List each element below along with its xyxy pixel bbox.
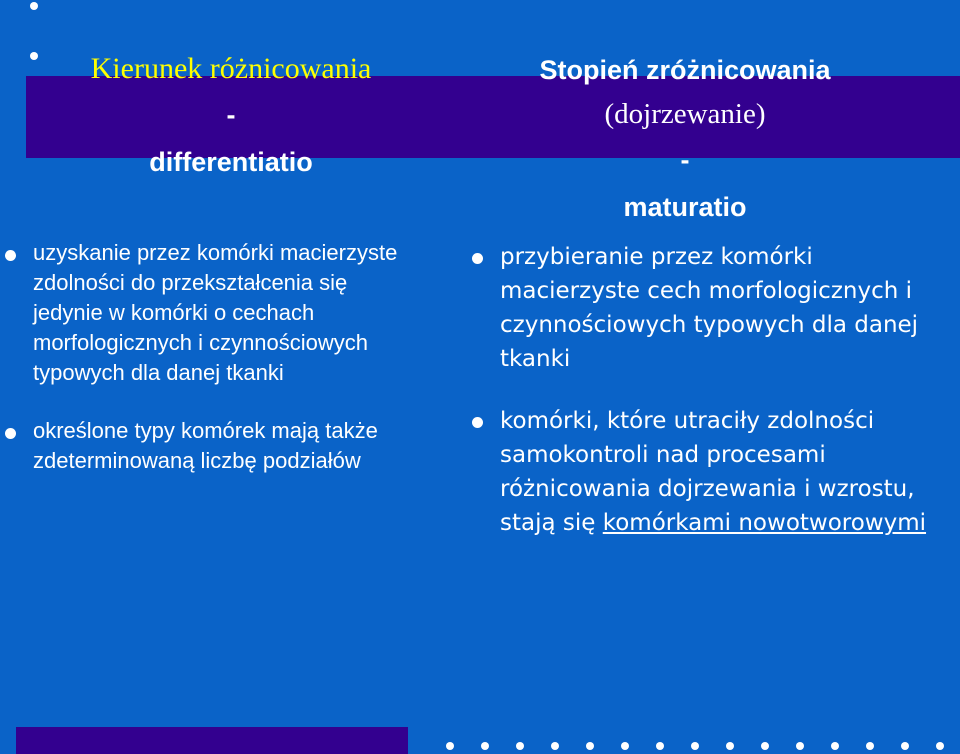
right-title-subtitle: maturatio bbox=[623, 192, 747, 222]
left-bullet-list bbox=[33, 238, 423, 504]
left-title-subtitle: differentiatio bbox=[149, 147, 313, 177]
decor-dot-bottom-4 bbox=[551, 742, 559, 750]
left-column-title bbox=[36, 45, 426, 186]
decor-dot-bottom-14 bbox=[901, 742, 909, 750]
decor-dot-bottom-3 bbox=[516, 742, 524, 750]
decor-dot-bottom-13 bbox=[866, 742, 874, 750]
list-item: uzyskanie przez komórki macierzyste zdolności do przekształcenia się jedynie w komórki o cechach morfologicznych i czynnościowych typowych dla danej tkanki bbox=[33, 238, 423, 388]
decor-dot-bottom-11 bbox=[796, 742, 804, 750]
decor-dot-bottom-7 bbox=[656, 742, 664, 750]
list-item bbox=[500, 404, 940, 540]
list-item-text: komórki, które utraciły zdolności samokontroli nad procesami różnicowania dojrzewania i wzrostu, stają się bbox=[500, 408, 915, 536]
decor-dot-bottom-12 bbox=[831, 742, 839, 750]
decor-dot-bottom-5 bbox=[586, 742, 594, 750]
right-bullet-list bbox=[500, 240, 940, 568]
left-title-dash: - bbox=[226, 100, 236, 130]
decor-dot-bottom-1 bbox=[446, 742, 454, 750]
list-item: określone typy komórek mają także zdeterminowaną liczbę podziałów bbox=[33, 416, 423, 476]
decor-dot-bottom-10 bbox=[761, 742, 769, 750]
decor-dot-bottom-8 bbox=[691, 742, 699, 750]
decor-dot-bottom-2 bbox=[481, 742, 489, 750]
decor-dot-bottom-6 bbox=[621, 742, 629, 750]
right-title-line1: Stopień zróżnicowania bbox=[539, 55, 831, 85]
left-title-main: Kierunek różnicowania bbox=[90, 52, 372, 85]
decor-dot-1 bbox=[30, 2, 38, 10]
decor-dot-bottom-15 bbox=[936, 742, 944, 750]
list-item: przybieranie przez komórki macierzyste cech morfologicznych i czynnościowych typowych dla danej tkanki bbox=[500, 240, 940, 376]
right-title-dash: - bbox=[680, 145, 690, 175]
decor-dot-bottom-9 bbox=[726, 742, 734, 750]
right-column-title bbox=[480, 48, 890, 230]
footer-band bbox=[16, 727, 408, 754]
underlined-phrase: komórkami nowotworowymi bbox=[602, 510, 927, 536]
right-title-line2: (dojrzewanie) bbox=[604, 98, 766, 130]
